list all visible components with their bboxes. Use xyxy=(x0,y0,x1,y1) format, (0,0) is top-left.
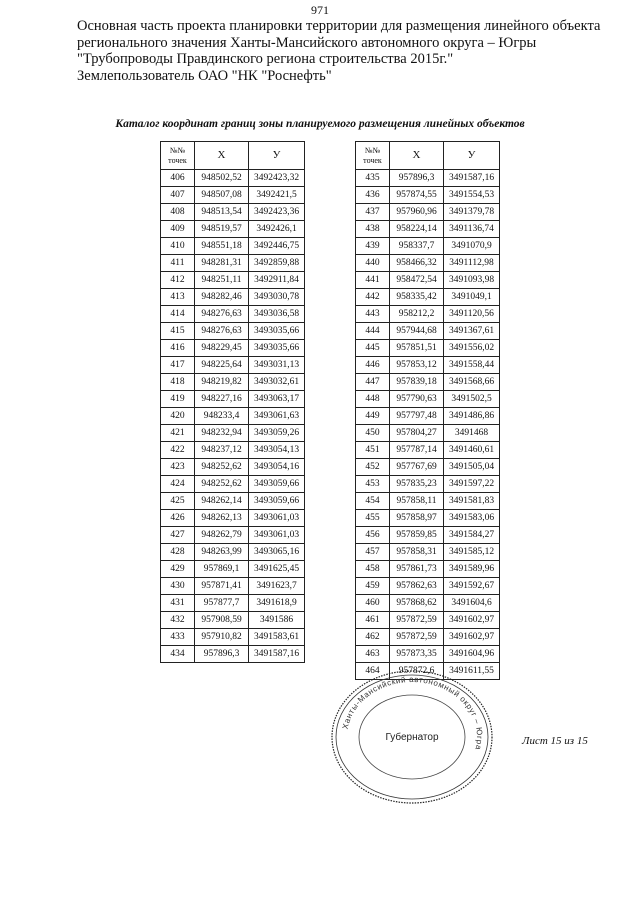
point-number-cell: 423 xyxy=(161,459,195,476)
table-row xyxy=(161,170,305,187)
column-header-point-line1: №№ xyxy=(364,145,381,155)
table-row xyxy=(356,629,500,646)
y-coordinate-cell: 3491584,27 xyxy=(444,527,500,544)
y-coordinate-cell: 3491589,96 xyxy=(444,561,500,578)
point-number-cell: 432 xyxy=(161,612,195,629)
y-coordinate-cell: 3491611,55 xyxy=(444,663,500,680)
y-coordinate-cell: 3493054,13 xyxy=(249,442,305,459)
point-number-cell: 444 xyxy=(356,323,390,340)
point-number-cell: 427 xyxy=(161,527,195,544)
y-coordinate-cell: 3493059,66 xyxy=(249,493,305,510)
x-coordinate-cell: 948252,62 xyxy=(195,459,249,476)
y-coordinate-cell: 3492911,84 xyxy=(249,272,305,289)
point-number-cell: 431 xyxy=(161,595,195,612)
header-line: Землепользователь ОАО "НК "Роснефть" xyxy=(77,67,332,84)
x-coordinate-cell: 948281,31 xyxy=(195,255,249,272)
x-coordinate-cell: 957851,51 xyxy=(390,340,444,357)
y-coordinate-cell: 3491604,6 xyxy=(444,595,500,612)
x-coordinate-cell: 958472,54 xyxy=(390,272,444,289)
table-row xyxy=(161,340,305,357)
x-coordinate-cell: 948519,57 xyxy=(195,221,249,238)
y-coordinate-cell: 3491618,9 xyxy=(249,595,305,612)
point-number-cell: 406 xyxy=(161,170,195,187)
table-row xyxy=(161,578,305,595)
table-row xyxy=(356,323,500,340)
y-coordinate-cell: 3492446,75 xyxy=(249,238,305,255)
page-number: 971 xyxy=(311,3,329,17)
point-number-cell: 459 xyxy=(356,578,390,595)
x-coordinate-cell: 957861,73 xyxy=(390,561,444,578)
table-row xyxy=(356,442,500,459)
table-row xyxy=(356,578,500,595)
table-row xyxy=(161,442,305,459)
column-header-x: X xyxy=(195,142,249,170)
table-row xyxy=(161,187,305,204)
point-number-cell: 410 xyxy=(161,238,195,255)
table-header-row xyxy=(161,142,305,170)
point-number-cell: 417 xyxy=(161,357,195,374)
y-coordinate-cell: 3491505,04 xyxy=(444,459,500,476)
x-coordinate-cell: 957835,23 xyxy=(390,476,444,493)
table-row xyxy=(161,476,305,493)
point-number-cell: 412 xyxy=(161,272,195,289)
table-row xyxy=(161,408,305,425)
header-line: "Трубопроводы Правдинского региона строительства 2015г." xyxy=(77,51,454,67)
y-coordinate-cell: 3491585,12 xyxy=(444,544,500,561)
x-coordinate-cell: 948252,62 xyxy=(195,476,249,493)
x-coordinate-cell: 948263,99 xyxy=(195,544,249,561)
point-number-cell: 426 xyxy=(161,510,195,527)
table-row xyxy=(356,255,500,272)
y-coordinate-cell: 3491502,5 xyxy=(444,391,500,408)
table-row xyxy=(356,204,500,221)
x-coordinate-cell: 948551,18 xyxy=(195,238,249,255)
column-header-point-line2: точек xyxy=(363,155,382,165)
column-header-y: У xyxy=(444,142,500,170)
table-row xyxy=(161,425,305,442)
x-coordinate-cell: 957797,48 xyxy=(390,408,444,425)
x-coordinate-cell: 957896,3 xyxy=(390,170,444,187)
table-row xyxy=(356,374,500,391)
x-coordinate-cell: 948219,82 xyxy=(195,374,249,391)
x-coordinate-cell: 948276,63 xyxy=(195,323,249,340)
table-row xyxy=(161,255,305,272)
y-coordinate-cell: 3491558,44 xyxy=(444,357,500,374)
table-row xyxy=(356,306,500,323)
table-row xyxy=(161,238,305,255)
table-row xyxy=(161,561,305,578)
x-coordinate-cell: 957874,55 xyxy=(390,187,444,204)
x-coordinate-cell: 948229,45 xyxy=(195,340,249,357)
y-coordinate-cell: 3491602,97 xyxy=(444,612,500,629)
y-coordinate-cell: 3493035,66 xyxy=(249,340,305,357)
point-number-cell: 442 xyxy=(356,289,390,306)
table-row xyxy=(161,510,305,527)
point-number-cell: 421 xyxy=(161,425,195,442)
y-coordinate-cell: 3491556,02 xyxy=(444,340,500,357)
table-row xyxy=(161,323,305,340)
table-row xyxy=(161,289,305,306)
x-coordinate-cell: 957787,14 xyxy=(390,442,444,459)
x-coordinate-cell: 948276,63 xyxy=(195,306,249,323)
point-number-cell: 443 xyxy=(356,306,390,323)
y-coordinate-cell: 3492423,36 xyxy=(249,204,305,221)
point-number-cell: 440 xyxy=(356,255,390,272)
table-row xyxy=(161,527,305,544)
table-row xyxy=(356,408,500,425)
y-coordinate-cell: 3493035,66 xyxy=(249,323,305,340)
coordinates-table-right xyxy=(355,141,500,680)
y-coordinate-cell: 3491468 xyxy=(444,425,500,442)
x-coordinate-cell: 958335,42 xyxy=(390,289,444,306)
point-number-cell: 424 xyxy=(161,476,195,493)
point-number-cell: 422 xyxy=(161,442,195,459)
table-row xyxy=(356,612,500,629)
point-number-cell: 425 xyxy=(161,493,195,510)
document-header xyxy=(77,18,607,84)
x-coordinate-cell: 948262,14 xyxy=(195,493,249,510)
seal-center-text: Губернатор xyxy=(385,732,439,743)
y-coordinate-cell: 3492426,1 xyxy=(249,221,305,238)
y-coordinate-cell: 3491602,97 xyxy=(444,629,500,646)
x-coordinate-cell: 957804,27 xyxy=(390,425,444,442)
y-coordinate-cell: 3493061,03 xyxy=(249,510,305,527)
table-row xyxy=(161,612,305,629)
point-number-cell: 407 xyxy=(161,187,195,204)
x-coordinate-cell: 957858,31 xyxy=(390,544,444,561)
y-coordinate-cell: 3493031,13 xyxy=(249,357,305,374)
point-number-cell: 454 xyxy=(356,493,390,510)
x-coordinate-cell: 957839,18 xyxy=(390,374,444,391)
table-row xyxy=(356,357,500,374)
y-coordinate-cell: 3491597,22 xyxy=(444,476,500,493)
point-number-cell: 420 xyxy=(161,408,195,425)
table-row xyxy=(161,357,305,374)
table-header-row xyxy=(356,142,500,170)
point-number-cell: 441 xyxy=(356,272,390,289)
point-number-cell: 447 xyxy=(356,374,390,391)
point-number-cell: 451 xyxy=(356,442,390,459)
table-row xyxy=(356,272,500,289)
point-number-cell: 456 xyxy=(356,527,390,544)
point-number-cell: 453 xyxy=(356,476,390,493)
y-coordinate-cell: 3491136,74 xyxy=(444,221,500,238)
table-row xyxy=(356,527,500,544)
point-number-cell: 430 xyxy=(161,578,195,595)
y-coordinate-cell: 3491586 xyxy=(249,612,305,629)
y-coordinate-cell: 3493054,16 xyxy=(249,459,305,476)
x-coordinate-cell: 957858,97 xyxy=(390,510,444,527)
y-coordinate-cell: 3491623,7 xyxy=(249,578,305,595)
y-coordinate-cell: 3491581,83 xyxy=(444,493,500,510)
y-coordinate-cell: 3493065,16 xyxy=(249,544,305,561)
table-row xyxy=(356,476,500,493)
point-number-cell: 455 xyxy=(356,510,390,527)
seal-ring-text: Ханты-Мансийский автономный округ – Югра xyxy=(340,674,485,752)
y-coordinate-cell: 3491367,61 xyxy=(444,323,500,340)
table-row xyxy=(356,544,500,561)
point-number-cell: 414 xyxy=(161,306,195,323)
x-coordinate-cell: 957910,82 xyxy=(195,629,249,646)
column-header-point-line1: №№ xyxy=(169,145,186,155)
point-number-cell: 438 xyxy=(356,221,390,238)
header-line: регионального значения Ханты-Мансийского автономного округа – Югры xyxy=(77,34,537,51)
table-row xyxy=(356,595,500,612)
y-coordinate-cell: 3491112,98 xyxy=(444,255,500,272)
point-number-cell: 462 xyxy=(356,629,390,646)
point-number-cell: 411 xyxy=(161,255,195,272)
governor-seal xyxy=(327,668,497,806)
point-number-cell: 461 xyxy=(356,612,390,629)
x-coordinate-cell: 957858,11 xyxy=(390,493,444,510)
y-coordinate-cell: 3491568,66 xyxy=(444,374,500,391)
point-number-cell: 458 xyxy=(356,561,390,578)
y-coordinate-cell: 3491583,61 xyxy=(249,629,305,646)
x-coordinate-cell: 957790,63 xyxy=(390,391,444,408)
point-number-cell: 460 xyxy=(356,595,390,612)
table-row xyxy=(356,510,500,527)
x-coordinate-cell: 958466,32 xyxy=(390,255,444,272)
x-coordinate-cell: 948262,13 xyxy=(195,510,249,527)
y-coordinate-cell: 3491604,96 xyxy=(444,646,500,663)
table-row xyxy=(161,629,305,646)
table-row xyxy=(356,221,500,238)
table-row xyxy=(356,238,500,255)
x-coordinate-cell: 948227,16 xyxy=(195,391,249,408)
table-row xyxy=(161,459,305,476)
x-coordinate-cell: 948225,64 xyxy=(195,357,249,374)
x-coordinate-cell: 948237,12 xyxy=(195,442,249,459)
point-number-cell: 428 xyxy=(161,544,195,561)
y-coordinate-cell: 3493059,26 xyxy=(249,425,305,442)
x-coordinate-cell: 948251,11 xyxy=(195,272,249,289)
x-coordinate-cell: 948233,4 xyxy=(195,408,249,425)
table-row xyxy=(356,493,500,510)
x-coordinate-cell: 958224,14 xyxy=(390,221,444,238)
table-row xyxy=(356,289,500,306)
y-coordinate-cell: 3491625,45 xyxy=(249,561,305,578)
x-coordinate-cell: 957862,63 xyxy=(390,578,444,595)
point-number-cell: 419 xyxy=(161,391,195,408)
x-coordinate-cell: 957960,96 xyxy=(390,204,444,221)
y-coordinate-cell: 3492421,5 xyxy=(249,187,305,204)
y-coordinate-cell: 3491070,9 xyxy=(444,238,500,255)
point-number-cell: 435 xyxy=(356,170,390,187)
table-row xyxy=(161,493,305,510)
point-number-cell: 464 xyxy=(356,663,390,680)
y-coordinate-cell: 3493061,63 xyxy=(249,408,305,425)
y-coordinate-cell: 3491592,67 xyxy=(444,578,500,595)
sheet-number: Лист 15 из 15 xyxy=(522,735,588,747)
y-coordinate-cell: 3493036,58 xyxy=(249,306,305,323)
point-number-cell: 429 xyxy=(161,561,195,578)
point-number-cell: 445 xyxy=(356,340,390,357)
table-row xyxy=(161,544,305,561)
x-coordinate-cell: 948282,46 xyxy=(195,289,249,306)
x-coordinate-cell: 957872,6 xyxy=(390,663,444,680)
y-coordinate-cell: 3493032,61 xyxy=(249,374,305,391)
y-coordinate-cell: 3491049,1 xyxy=(444,289,500,306)
y-coordinate-cell: 3491587,16 xyxy=(444,170,500,187)
table-row xyxy=(356,425,500,442)
x-coordinate-cell: 957871,41 xyxy=(195,578,249,595)
coordinates-table-left xyxy=(160,141,305,663)
y-coordinate-cell: 3493063,17 xyxy=(249,391,305,408)
point-number-cell: 449 xyxy=(356,408,390,425)
table-row xyxy=(161,221,305,238)
table-row xyxy=(161,204,305,221)
table-row xyxy=(356,561,500,578)
x-coordinate-cell: 957872,59 xyxy=(390,629,444,646)
y-coordinate-cell: 3493061,03 xyxy=(249,527,305,544)
point-number-cell: 457 xyxy=(356,544,390,561)
table-row xyxy=(161,646,305,663)
point-number-cell: 439 xyxy=(356,238,390,255)
point-number-cell: 413 xyxy=(161,289,195,306)
y-coordinate-cell: 3491460,61 xyxy=(444,442,500,459)
column-header-point-line2: точек xyxy=(168,155,187,165)
x-coordinate-cell: 948513,54 xyxy=(195,204,249,221)
point-number-cell: 409 xyxy=(161,221,195,238)
column-header-point xyxy=(161,142,195,170)
table-row xyxy=(356,187,500,204)
y-coordinate-cell: 3491554,53 xyxy=(444,187,500,204)
x-coordinate-cell: 957853,12 xyxy=(390,357,444,374)
point-number-cell: 433 xyxy=(161,629,195,646)
point-number-cell: 436 xyxy=(356,187,390,204)
y-coordinate-cell: 3492859,88 xyxy=(249,255,305,272)
y-coordinate-cell: 3492423,32 xyxy=(249,170,305,187)
point-number-cell: 408 xyxy=(161,204,195,221)
y-coordinate-cell: 3491486,86 xyxy=(444,408,500,425)
x-coordinate-cell: 958212,2 xyxy=(390,306,444,323)
y-coordinate-cell: 3493059,66 xyxy=(249,476,305,493)
point-number-cell: 437 xyxy=(356,204,390,221)
table-row xyxy=(356,646,500,663)
x-coordinate-cell: 957877,7 xyxy=(195,595,249,612)
point-number-cell: 450 xyxy=(356,425,390,442)
table-row xyxy=(161,272,305,289)
x-coordinate-cell: 948232,94 xyxy=(195,425,249,442)
x-coordinate-cell: 948507,08 xyxy=(195,187,249,204)
x-coordinate-cell: 957872,59 xyxy=(390,612,444,629)
table-row xyxy=(161,391,305,408)
y-coordinate-cell: 3491120,56 xyxy=(444,306,500,323)
x-coordinate-cell: 957873,35 xyxy=(390,646,444,663)
point-number-cell: 418 xyxy=(161,374,195,391)
x-coordinate-cell: 957767,69 xyxy=(390,459,444,476)
x-coordinate-cell: 957944,68 xyxy=(390,323,444,340)
x-coordinate-cell: 948502,52 xyxy=(195,170,249,187)
y-coordinate-cell: 3491093,98 xyxy=(444,272,500,289)
column-header-point xyxy=(356,142,390,170)
y-coordinate-cell: 3491587,16 xyxy=(249,646,305,663)
x-coordinate-cell: 957908,59 xyxy=(195,612,249,629)
x-coordinate-cell: 948262,79 xyxy=(195,527,249,544)
x-coordinate-cell: 957869,1 xyxy=(195,561,249,578)
point-number-cell: 434 xyxy=(161,646,195,663)
column-header-y: У xyxy=(249,142,305,170)
point-number-cell: 448 xyxy=(356,391,390,408)
x-coordinate-cell: 957859,85 xyxy=(390,527,444,544)
y-coordinate-cell: 3491583,06 xyxy=(444,510,500,527)
table-row xyxy=(356,340,500,357)
table-row xyxy=(356,391,500,408)
x-coordinate-cell: 958337,7 xyxy=(390,238,444,255)
column-header-x: X xyxy=(390,142,444,170)
header-line: Основная часть проекта планировки территории для размещения линейного объекта xyxy=(77,18,601,34)
point-number-cell: 446 xyxy=(356,357,390,374)
y-coordinate-cell: 3491379,78 xyxy=(444,204,500,221)
point-number-cell: 452 xyxy=(356,459,390,476)
y-coordinate-cell: 3493030,78 xyxy=(249,289,305,306)
point-number-cell: 416 xyxy=(161,340,195,357)
catalog-title: Каталог координат границ зоны планируемого размещения линейных объектов xyxy=(115,118,525,130)
table-row xyxy=(161,595,305,612)
table-row xyxy=(161,306,305,323)
x-coordinate-cell: 957896,3 xyxy=(195,646,249,663)
table-row xyxy=(161,374,305,391)
point-number-cell: 415 xyxy=(161,323,195,340)
x-coordinate-cell: 957868,62 xyxy=(390,595,444,612)
point-number-cell: 463 xyxy=(356,646,390,663)
table-row xyxy=(356,170,500,187)
table-row xyxy=(356,459,500,476)
